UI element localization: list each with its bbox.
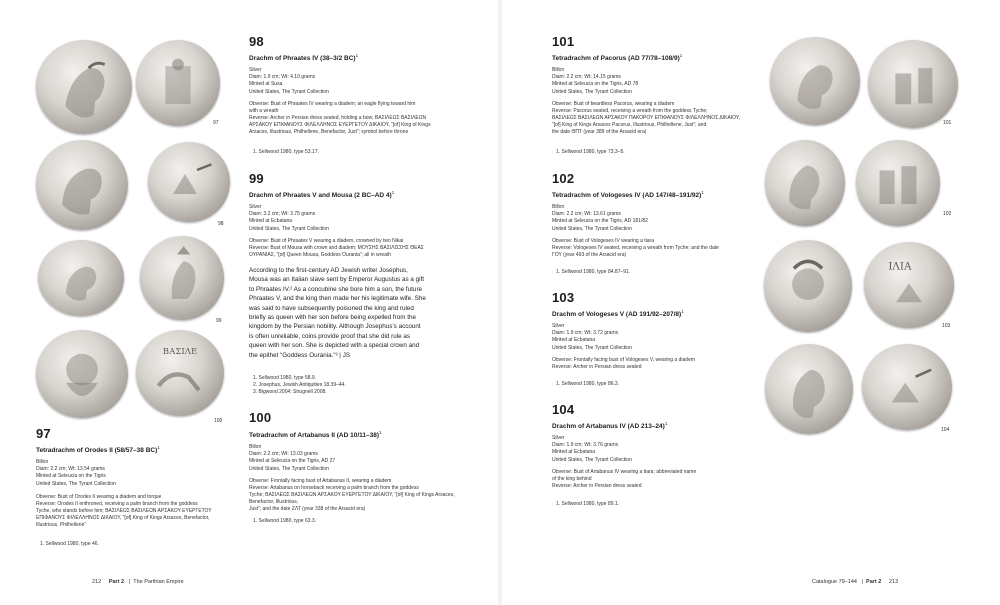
entry-number: 98	[249, 34, 264, 49]
plate-caption-100: 100	[214, 418, 223, 424]
entry-notes: 1. Sellwood 1980, type 73.3–5.	[556, 149, 625, 155]
entry-number: 99	[249, 171, 264, 186]
entry-number: 100	[249, 410, 272, 425]
entry-number: 102	[552, 171, 575, 186]
entry-number: 103	[552, 290, 575, 305]
coin-98-reverse	[148, 142, 230, 222]
entry-notes: 1. Sellwood 1980, type 86.3.	[556, 381, 620, 387]
coin-101-obverse	[770, 37, 860, 125]
coin-99-reverse	[140, 236, 224, 320]
entry-title: Tetradrachm of Pacorus (AD 77/78–108/9)$^1$	[552, 53, 683, 63]
coin-99-obverse	[38, 240, 124, 316]
footer-section: The Parthian Empire	[133, 579, 184, 585]
entry-description: Obverse: Bust of Phraates V wearing a diadem, crowned by two Nikai Reverse: Bust of Mousa with crown and diadem; ΜΟΥΣΗΣ ΒΑΣΙΛΙΣΣΗΣ ΘΕΑΣ ΟΥΡΑΝΙΑΣ, “[of] Queen Mousa, Goddess Ourania”; all in wreath	[249, 238, 424, 258]
entry-description: Obverse: Frontally facing bust of Artabanus II, wearing a diadem Reverse: Artabanus on horseback receiving a palm branch from the goddess Tyche; ΒΑΣΙΛΕΩΣ ΒΑΣΙΛΕΩΝ ΑΡΣΑΚΟΥ ΕΥΕΡΓΕΤΟΥ ΔΙΚΑΙΟΥ, “[of] King of Kings Arsaces, Benefactor, Illustrious, Just”; and the date ΖΛΤ (year 338 of the Arsacid era)	[249, 478, 455, 512]
entry-notes: 1. Sellwood 1980, type 58.9. 2. Josephus, Jewish Antiquities 18.39–44. 3. Bigwood 2004; Strugnell 2008.	[253, 375, 346, 396]
coin-104-reverse	[862, 344, 952, 430]
left-page-footer: 212 Part 2 | The Parthian Empire	[92, 579, 184, 585]
coin-102-obverse	[765, 140, 845, 226]
footer-part: Part 2	[866, 579, 882, 585]
plate-caption-104: 104	[941, 427, 950, 433]
coin-97-reverse	[136, 40, 220, 126]
coin-103-reverse	[864, 242, 954, 328]
svg-text:ΙΛΙΑ: ΙΛΙΑ	[888, 260, 912, 273]
plate-caption-103: 103	[942, 323, 951, 329]
book-gutter	[497, 0, 503, 605]
entry-number: 101	[552, 34, 575, 49]
entry-title: Drachm of Phraates V and Mousa (2 BC–AD 4)$^1$	[249, 190, 395, 200]
entry-number: 104	[552, 402, 575, 417]
entry-notes: 1. Sellwood 1980, type 53.17.	[253, 149, 319, 155]
entry-meta: Silver Diam: 3.2 cm; Wt: 3.75 grams Minted at Ecbatana United States, The Tyrant Collection	[249, 204, 329, 232]
entry-description: Obverse: Bust of Orodes II wearing a diadem and torque Reverse: Orodes II enthroned, receiving a palm branch from the goddess Tyche, who stands before him; ΒΑΣΙΛΕΩΣ ΒΑΣΙΛΕΩΝ ΑΡΣΑΚΟΥ ΕΥΕΡΓΕΤΟΥ ΕΠΙΦΑΝΟΥΣ ΦΙΛΕΛΛΗΝΟΣ ΔΙΚΑΙΟΥ, “[of] King of Kings Arsaces, Benefactor, Illustrious, Philhellene”	[36, 494, 212, 528]
entry-meta: Billon Diam: 2.2 cm; Wt: 13.61 grams Minted at Seleucia on the Tigris, AD 181/82 United States, The Tyrant Collection	[552, 204, 648, 232]
coin-97-obverse	[36, 40, 132, 134]
entry-title: Tetradrachm of Artabanus II (AD 10/11–38)$^1$	[249, 430, 382, 440]
entry-description: Obverse: Bust of beardless Pacorus, wearing a diadem Reverse: Pacorus seated, receiving a wreath from the goddess Tyche; ΒΑΣΙΛΕΩΣ ΒΑΣΙΛΕΩΝ ΑΡΣΑΚΟΥ ΠΑΚΟΡΟΥ ΕΠΙΦΑΝΟΥΣ ΦΙΛΕΛΛΗΝΟΣ ΔΙΚΑΙΟΥ, “[of] King of Kings Arsaces Pacorus, Illustrious, Philhellene, Just”; and the date ΘΠΤ (year 389 of the Arsacid era)	[552, 101, 740, 135]
entry-paragraph: According to the first-century AD Jewish writer Josephus, Mousa was an Italian slave sent by Emperor Augustus as a gift to Phraates IV.² As a concubine she bore him a son, the future Phraates V, and the king then made her his legitimate wife. She was said to have subsequently poisoned the king and ruled briefly as queen with her son before being expelled from the kingdom by the Persian nobility. Although Josephus’s account is often unreliable, coins provide proof that she did rule as queen with her son. She is depicted with a special crown and the epithet “Goddess Ourania.”³ | JS	[249, 267, 426, 359]
footer-section: Catalogue 79–144	[812, 579, 857, 585]
svg-text:ΒΑΣΙΛΕ: ΒΑΣΙΛΕ	[162, 347, 198, 358]
page-number: 212	[92, 579, 102, 585]
entry-number: 97	[36, 426, 51, 441]
entry-description: Obverse: Frontally facing bust of Vologeses V, wearing a diadem Reverse: Archer in Persian dress seated	[552, 357, 695, 370]
page-number: 213	[888, 579, 899, 585]
coin-102-reverse	[856, 140, 940, 226]
entry-description: Obverse: Bust of Vologeses IV wearing a tiara Reverse: Vologeses IV seated, receiving a wreath from Tyche; and the date ΓΟΥ (year 493 of the Arsacid era)	[552, 238, 719, 258]
plate-caption-102: 102	[943, 211, 952, 217]
entry-title: Tetradrachm of Orodes II (58/57–38 BC)$^1$	[36, 445, 160, 455]
coin-101-reverse	[868, 40, 958, 128]
coin-98-obverse	[36, 140, 128, 230]
entry-title: Drachm of Artabanus IV (AD 213–24)$^1$	[552, 421, 668, 431]
plate-caption-99: 99	[216, 318, 222, 324]
entry-notes: 1. Sellwood 1980, type 89.1.	[556, 501, 620, 507]
coin-103-obverse	[764, 240, 852, 332]
footer-part: Part 2	[108, 579, 125, 585]
entry-meta: Billon Diam: 2.2 cm; Wt: 14.15 grams Minted at Seleucia on the Tigris, AD 78 United States, The Tyrant Collection	[552, 67, 639, 95]
entry-title: Tetradrachm of Vologeses IV (AD 147/48–191/92)$^1$	[552, 190, 704, 200]
plate-caption-101: 101	[943, 120, 952, 126]
coin-100-reverse	[136, 330, 224, 416]
entry-notes: 1. Sellwood 1980, type 46.	[40, 541, 99, 547]
entry-description: Obverse: Bust of Artabanus IV wearing a tiara; abbreviated name of the king behind Reverse: Archer in Persian dress seated	[552, 469, 697, 489]
coin-104-obverse	[765, 344, 853, 434]
entry-meta: Silver Diam: 1.9 cm; Wt: 3.72 grams Minted at Ecbatana United States, The Tyrant Collection	[552, 323, 632, 351]
plate-caption-97: 97	[213, 120, 219, 126]
entry-title: Drachm of Phraates IV (38–3/2 BC)$^1$	[249, 53, 359, 63]
entry-notes: 1. Sellwood 1980, type 63.3.	[253, 518, 317, 524]
entry-description: Obverse: Bust of Phraates IV wearing a diadem; an eagle flying toward him with a wreath Reverse: Archer in Persian dress seated, holding a bow; ΒΑΣΙΛΕΩΣ ΒΑΣΙΛΕΩΝ ΑΡΣΑΚΟΥ ΕΠΙΦΑΝΟΥΣ ΦΙΛΕΛΛΗΝΟΣ ΕΥΕΡΓΕΤΟΥ ΔΙΚΑΙΟΥ, “[of] King of Kings Arsaces, Illustrious, Philhellene, Benefactor, Just”; symbol before throne	[249, 101, 431, 135]
plate-caption-98: 98	[218, 221, 224, 227]
entry-meta: Billon Diam: 2.2 cm; Wt: 13.03 grams Minted at Seleucia on the Tigris, AD 27 United States, The Tyrant Collection	[249, 444, 336, 472]
entry-title: Drachm of Vologeses V (AD 191/92–207/8)$^1$	[552, 309, 684, 319]
right-page-footer: Catalogue 79–144 | Part 2 213	[812, 579, 899, 585]
entry-meta: Billon Diam: 2.2 cm; Wt: 13.54 grams Minted at Seleucia on the Tigris United States, The Tyrant Collection	[36, 459, 116, 487]
coin-100-obverse	[36, 330, 128, 418]
entry-notes: 1. Sellwood 1980, type 84.87–91.	[556, 269, 631, 275]
entry-meta: Silver Diam: 1.9 cm; Wt: 4.10 grams Minted at Susa United States, The Tyrant Collection	[249, 67, 329, 95]
entry-meta: Silver Diam: 1.9 cm; Wt: 3.76 grams Minted at Ecbatana United States, The Tyrant Collection	[552, 435, 632, 463]
